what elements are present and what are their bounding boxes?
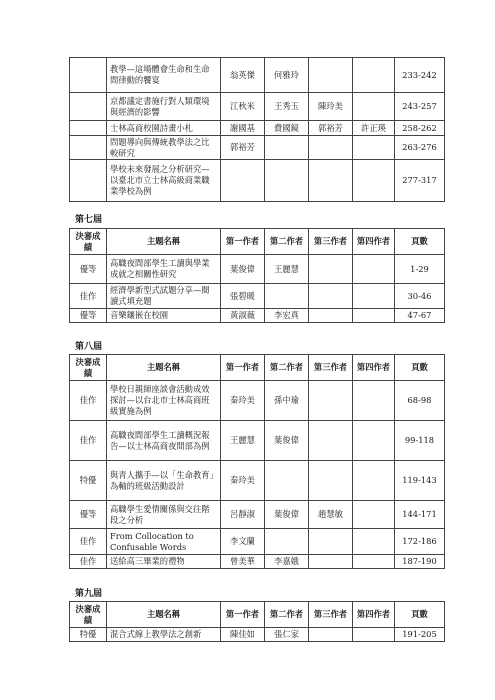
award-cell: 特優 xyxy=(70,628,107,642)
header-author1: 第一作者 xyxy=(221,229,265,255)
author4-cell xyxy=(353,555,395,569)
table-row xyxy=(70,628,445,642)
author2-cell: 王麗慧 xyxy=(265,255,309,284)
pages-cell: 68-98 xyxy=(395,381,445,421)
table-row xyxy=(70,309,445,323)
section8-table xyxy=(69,354,445,569)
pages-cell: 258-262 xyxy=(395,121,445,136)
author2-cell: 王秀玉 xyxy=(265,93,309,121)
author4-cell: 許正瑛 xyxy=(353,121,395,136)
section-heading: 第八屆 xyxy=(75,342,103,352)
pages-cell: 191-205 xyxy=(395,628,445,642)
title-cell: 音樂鑲嵌在校園 xyxy=(107,309,221,323)
author4-cell xyxy=(353,93,395,121)
table-row xyxy=(70,529,445,555)
title-cell: From Collocation to Confusable Words xyxy=(107,529,221,555)
author2-cell: 何雅玲 xyxy=(265,58,309,93)
author3-cell xyxy=(309,628,353,642)
header-row xyxy=(70,602,445,628)
author3-cell xyxy=(309,529,353,555)
award-cell: 佳作 xyxy=(70,284,107,309)
author1-cell: 翁英傑 xyxy=(221,58,265,93)
pages-cell: 1-29 xyxy=(395,255,445,284)
award-cell xyxy=(70,93,107,121)
table-row xyxy=(70,93,445,121)
author2-cell: 葉俊偉 xyxy=(265,501,309,529)
header-pages: 頁數 xyxy=(395,602,445,628)
table-row xyxy=(70,461,445,501)
header-award: 決審成績 xyxy=(70,355,107,381)
title-cell: 經濟學新型式試題分享—閱讀式填充題 xyxy=(107,284,221,309)
author1-cell: 王麗慧 xyxy=(221,421,265,461)
author4-cell xyxy=(353,461,395,501)
title-cell: 學校日親師座談會活動成效探討—以台北市士林高商班級實施為例 xyxy=(107,381,221,421)
author2-cell: 李宏真 xyxy=(265,309,309,323)
author4-cell xyxy=(353,284,395,309)
author1-cell: 江秋米 xyxy=(221,93,265,121)
author2-cell: 費國鏡 xyxy=(265,121,309,136)
author1-cell: 呂靜淑 xyxy=(221,501,265,529)
author1-cell: 郭裕芳 xyxy=(221,136,265,160)
author4-cell xyxy=(353,255,395,284)
table-row xyxy=(70,381,445,421)
header-author4: 第四作者 xyxy=(353,602,395,628)
header-pages: 頁數 xyxy=(395,229,445,255)
title-cell: 與青人攜手—以「生命教育」為軸的班級活動設計 xyxy=(107,461,221,501)
table-row xyxy=(70,555,445,569)
author1-cell: 秦玲美 xyxy=(221,381,265,421)
header-author4: 第四作者 xyxy=(353,229,395,255)
header-award: 決審成績 xyxy=(70,602,107,628)
author1-cell: 李文蘭 xyxy=(221,529,265,555)
header-author1: 第一作者 xyxy=(221,355,265,381)
table-row xyxy=(70,501,445,529)
author1-cell: 秦玲美 xyxy=(221,461,265,501)
author3-cell: 趙慧敏 xyxy=(309,501,353,529)
section-heading: 第九屆 xyxy=(75,589,103,599)
section7-table xyxy=(69,228,445,323)
table-row xyxy=(70,284,445,309)
pages-cell: 277-317 xyxy=(395,160,445,202)
header-title: 主題名稱 xyxy=(107,229,221,255)
award-cell: 優等 xyxy=(70,501,107,529)
author1-cell: 張碧暖 xyxy=(221,284,265,309)
author3-cell xyxy=(309,284,353,309)
author4-cell xyxy=(353,136,395,160)
author4-cell xyxy=(353,501,395,529)
author3-cell xyxy=(309,58,353,93)
header-award: 決審成績 xyxy=(70,229,107,255)
table-row xyxy=(70,136,445,160)
author2-cell: 孫中瑜 xyxy=(265,381,309,421)
author4-cell xyxy=(353,309,395,323)
award-cell xyxy=(70,160,107,202)
pages-cell: 30-46 xyxy=(395,284,445,309)
author1-cell: 黃淑薇 xyxy=(221,309,265,323)
table-row xyxy=(70,58,445,93)
pages-cell: 243-257 xyxy=(395,93,445,121)
author2-cell xyxy=(265,136,309,160)
author1-cell: 陳佳如 xyxy=(221,628,265,642)
title-cell: 京都議定書施行對人類環境與經濟的影響 xyxy=(107,93,221,121)
pages-cell: 99-118 xyxy=(395,421,445,461)
pages-cell: 263-276 xyxy=(395,136,445,160)
author2-cell: 張仁家 xyxy=(265,628,309,642)
author4-cell xyxy=(353,58,395,93)
title-cell: 送給高三畢業的禮物 xyxy=(107,555,221,569)
title-cell: 教學—這場體會生命和生命間律動的饗宴 xyxy=(107,58,221,93)
pages-cell: 119-143 xyxy=(395,461,445,501)
author4-cell xyxy=(353,628,395,642)
table-row xyxy=(70,255,445,284)
title-cell: 高職夜間部學生工讀概況報告—以士林高商夜間部為例 xyxy=(107,421,221,461)
author2-cell: 葉俊偉 xyxy=(265,421,309,461)
author3-cell xyxy=(309,381,353,421)
header-author4: 第四作者 xyxy=(353,355,395,381)
author4-cell xyxy=(353,421,395,461)
pages-cell: 47-67 xyxy=(395,309,445,323)
title-cell: 高職學生愛情關係與交往階段之分析 xyxy=(107,501,221,529)
pages-cell: 187-190 xyxy=(395,555,445,569)
header-title: 主題名稱 xyxy=(107,355,221,381)
author4-cell xyxy=(353,529,395,555)
author1-cell xyxy=(221,160,265,202)
header-author3: 第三作者 xyxy=(309,229,353,255)
top-table xyxy=(69,57,445,202)
author3-cell xyxy=(309,255,353,284)
author4-cell xyxy=(353,160,395,202)
author2-cell xyxy=(265,160,309,202)
section9-table xyxy=(69,601,445,642)
header-author2: 第二作者 xyxy=(265,602,309,628)
header-author3: 第三作者 xyxy=(309,602,353,628)
header-author2: 第二作者 xyxy=(265,355,309,381)
author1-cell: 葉俊偉 xyxy=(221,255,265,284)
header-title: 主題名稱 xyxy=(107,602,221,628)
award-cell: 優等 xyxy=(70,309,107,323)
author3-cell xyxy=(309,421,353,461)
author3-cell xyxy=(309,461,353,501)
pages-cell: 144-171 xyxy=(395,501,445,529)
author2-cell: 李嘉娥 xyxy=(265,555,309,569)
author3-cell xyxy=(309,555,353,569)
award-cell: 特優 xyxy=(70,461,107,501)
author3-cell xyxy=(309,309,353,323)
table-row xyxy=(70,421,445,461)
author3-cell: 郭裕芳 xyxy=(309,121,353,136)
award-cell: 佳作 xyxy=(70,529,107,555)
pages-cell: 172-186 xyxy=(395,529,445,555)
table-row xyxy=(70,121,445,136)
author3-cell xyxy=(309,160,353,202)
author1-cell: 謝國基 xyxy=(221,121,265,136)
award-cell xyxy=(70,136,107,160)
award-cell xyxy=(70,58,107,93)
author4-cell xyxy=(353,381,395,421)
title-cell: 士林高商校園詩畫小札 xyxy=(107,121,221,136)
table-row xyxy=(70,160,445,202)
title-cell: 混合式線上教學法之創新 xyxy=(107,628,221,642)
award-cell: 佳作 xyxy=(70,555,107,569)
award-cell: 優等 xyxy=(70,255,107,284)
header-author3: 第三作者 xyxy=(309,355,353,381)
header-row xyxy=(70,229,445,255)
award-cell xyxy=(70,121,107,136)
section-heading: 第七屆 xyxy=(75,215,103,225)
award-cell: 佳作 xyxy=(70,381,107,421)
header-author2: 第二作者 xyxy=(265,229,309,255)
header-row xyxy=(70,355,445,381)
author3-cell: 陳玲美 xyxy=(309,93,353,121)
header-pages: 頁數 xyxy=(395,355,445,381)
title-cell: 問題導向與傳統教學法之比較研究 xyxy=(107,136,221,160)
author2-cell xyxy=(265,284,309,309)
title-cell: 高職夜間部學生工讀與學業成就之相關性研究 xyxy=(107,255,221,284)
pages-cell: 233-242 xyxy=(395,58,445,93)
title-cell: 學校未來發展之分析研究—以臺北市立士林高級商業職業學校為例 xyxy=(107,160,221,202)
award-cell: 佳作 xyxy=(70,421,107,461)
author1-cell: 曾美華 xyxy=(221,555,265,569)
author2-cell xyxy=(265,529,309,555)
author2-cell xyxy=(265,461,309,501)
author3-cell xyxy=(309,136,353,160)
header-author1: 第一作者 xyxy=(221,602,265,628)
